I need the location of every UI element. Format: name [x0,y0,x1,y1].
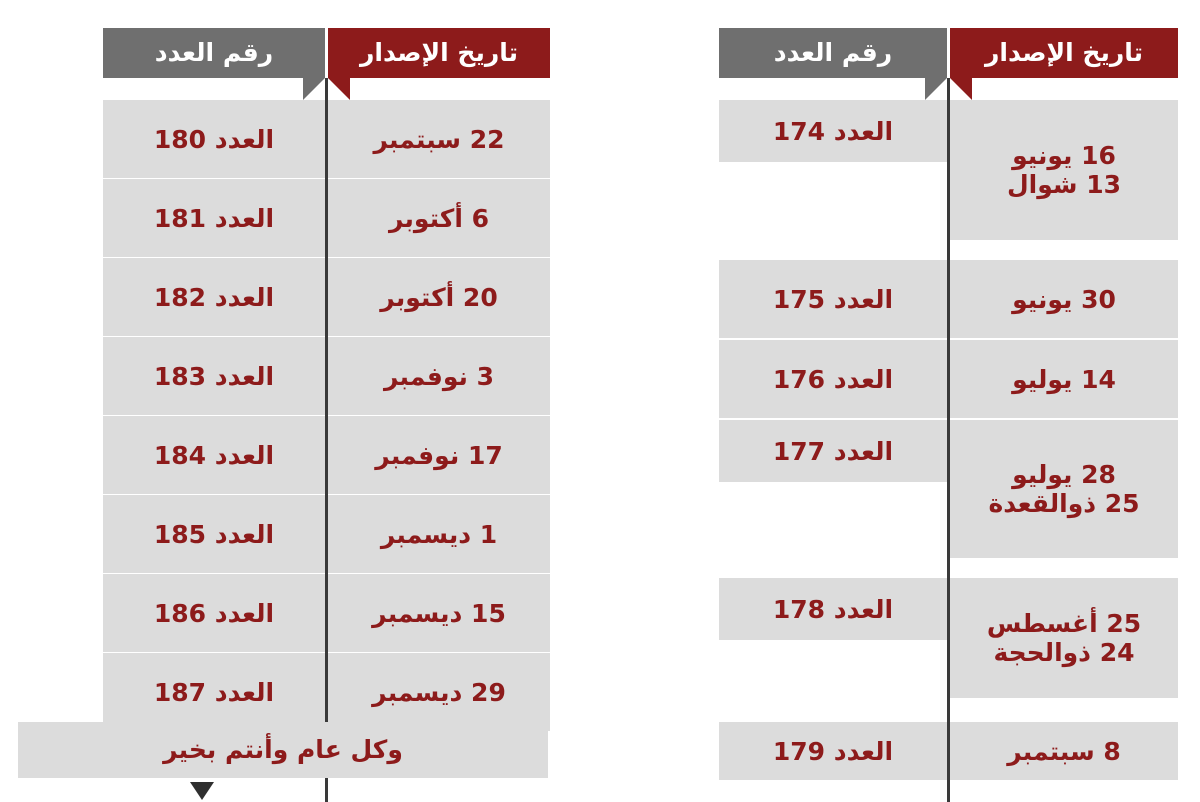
table-cell-date: 30 يونيو [950,260,1178,338]
table-cell-number: العدد 184 [103,416,325,494]
table-cell-date: 6 أكتوبر [328,179,550,257]
date-hijri: 13 شوال [1006,170,1122,199]
number-column [103,28,325,732]
table-cell-date: 1 ديسمبر [328,495,550,573]
table-cell-date: 22 سبتمبر [328,100,550,178]
table-cell-date [950,100,1178,240]
arrow-down-icon [190,782,214,800]
table-cell-date: 8 سبتمبر [950,722,1178,780]
table-cell-number: العدد 179 [719,722,947,780]
table-cell-number: العدد 182 [103,258,325,336]
number-column-header: رقم العدد [719,28,947,78]
table-cell-number: العدد 176 [719,340,947,418]
table-cell-date: 29 ديسمبر [328,653,550,731]
date-column [328,28,550,732]
table-footer-note: وكل عام وأنتم بخير [18,722,548,778]
number-column-header: رقم العدد [103,28,325,78]
table-cell-number: العدد 175 [719,260,947,338]
table-cell-number: العدد 186 [103,574,325,652]
table-cell-date: 17 نوفمبر [328,416,550,494]
table-cell-number: العدد 180 [103,100,325,178]
table-cell-date: 14 يوليو [950,340,1178,418]
date-hijri: 25 ذوالقعدة [988,489,1140,518]
table-cell-number: العدد 174 [719,100,947,162]
table-cell-date: 3 نوفمبر [328,337,550,415]
table-cell-number: العدد 185 [103,495,325,573]
date-gregorian: 28 يوليو [1012,460,1116,489]
number-column [719,28,947,780]
column-divider [325,78,328,802]
column-divider [947,78,950,802]
table-cell-number: العدد 181 [103,179,325,257]
table-cell-date: 20 أكتوبر [328,258,550,336]
date-gregorian: 16 يونيو [1012,141,1116,170]
date-column-header: تاريخ الإصدار [328,28,550,78]
date-hijri: 24 ذوالحجة [993,638,1135,667]
table-cell-number: العدد 183 [103,337,325,415]
issues-table-180-187 [103,28,550,802]
table-cell-number: العدد 187 [103,653,325,731]
date-column-header: تاريخ الإصدار [950,28,1178,78]
table-cell-date [950,420,1178,558]
table-cell-date: 15 ديسمبر [328,574,550,652]
table-cell-date [950,578,1178,698]
table-cell-number: العدد 177 [719,420,947,482]
date-gregorian: 25 أغسطس [986,609,1142,638]
date-column [950,28,1178,780]
issues-table-174-179 [719,28,1178,802]
table-cell-number: العدد 178 [719,578,947,640]
